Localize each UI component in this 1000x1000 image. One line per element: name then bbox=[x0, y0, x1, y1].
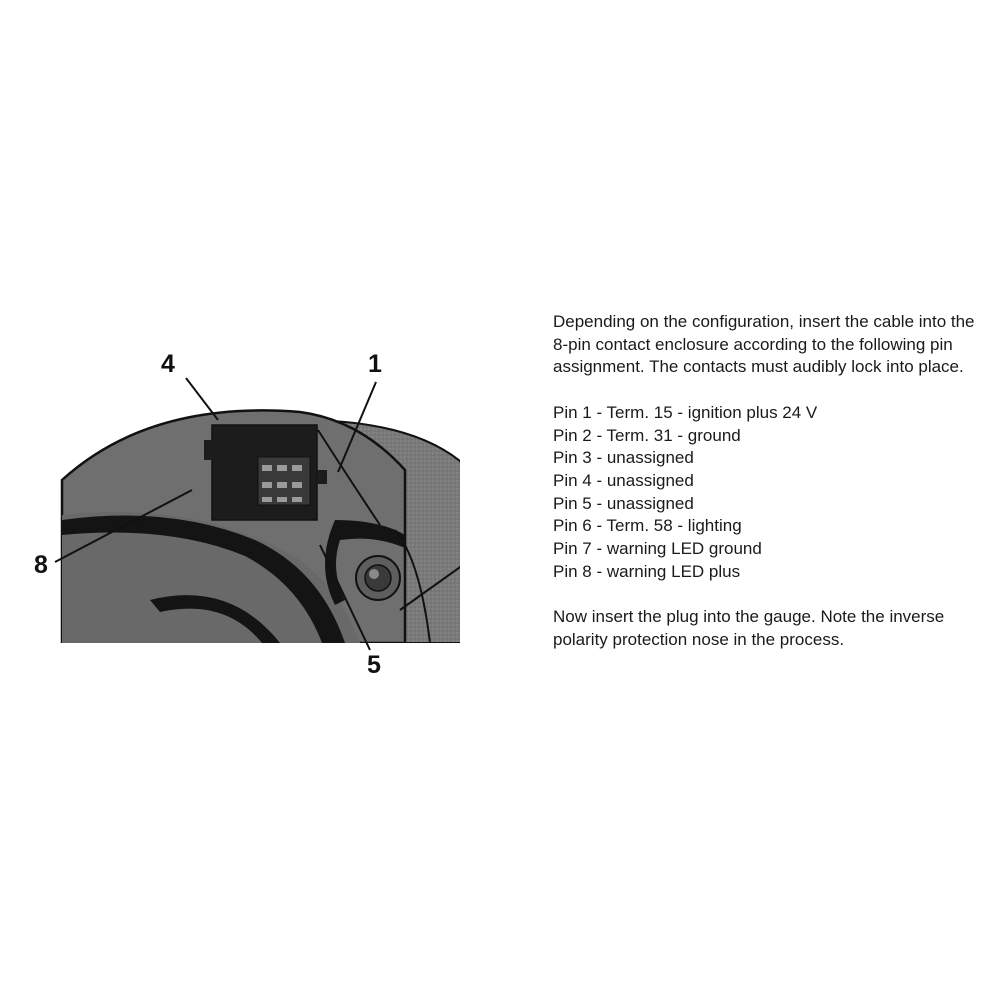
connector-pin bbox=[277, 482, 287, 488]
pin-assignment-item: Pin 6 - Term. 58 - lighting bbox=[553, 516, 742, 536]
gauge-back-illustration bbox=[0, 0, 520, 720]
connector-pin bbox=[262, 465, 272, 471]
connector-pin bbox=[262, 482, 272, 488]
eight-pin-connector bbox=[204, 425, 327, 520]
pin-assignment-item: Pin 7 - warning LED ground bbox=[553, 539, 762, 559]
pin-assignment-item: Pin 1 - Term. 15 - ignition plus 24 V bbox=[553, 402, 818, 422]
pin-assignment-item: Pin 8 - warning LED plus bbox=[553, 561, 741, 581]
connector-pin bbox=[277, 465, 287, 471]
pin-assignment-item: Pin 2 - Term. 31 - ground bbox=[553, 425, 741, 445]
pin-assignment-item: Pin 3 - unassigned bbox=[553, 448, 694, 468]
callout-label-4: 4 bbox=[161, 350, 175, 378]
pin-assignment-list bbox=[553, 402, 993, 584]
callout-label-1: 1 bbox=[368, 350, 382, 378]
gauge-connector-figure bbox=[0, 0, 520, 720]
connector-pin bbox=[292, 482, 302, 488]
pin-assignment-item: Pin 4 - unassigned bbox=[553, 470, 694, 490]
connector-pin bbox=[277, 497, 287, 502]
callout-label-8: 8 bbox=[34, 551, 48, 579]
outro-paragraph: Now insert the plug into the gauge. Note the inverse polarity protection nose in the process. bbox=[553, 607, 945, 649]
connector-pin bbox=[292, 497, 302, 502]
connector-pin bbox=[262, 497, 272, 502]
instructions-panel bbox=[553, 311, 993, 652]
callout-label-5: 5 bbox=[367, 651, 381, 679]
connector-pin bbox=[292, 465, 302, 471]
intro-paragraph: Depending on the configuration, insert the cable into the 8-pin contact enclosure according to the following pin assignment. The contacts must audibly lock into place. bbox=[553, 312, 975, 377]
pin-assignment-item: Pin 5 - unassigned bbox=[553, 493, 694, 513]
